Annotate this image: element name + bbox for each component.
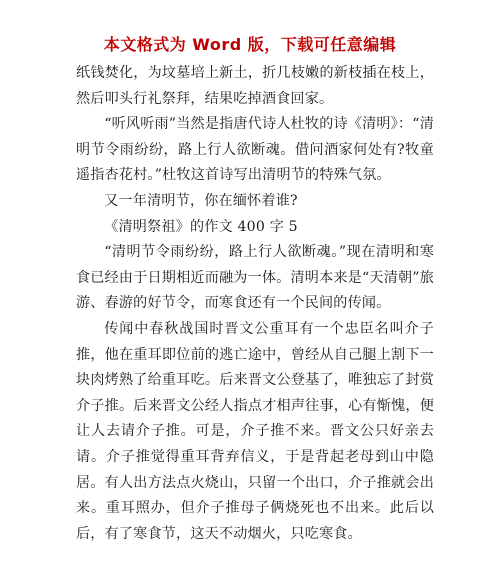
paragraph: “清明节令雨纷纷，路上行人欲断魂。”现在清明和寒食已经由于日期相近而融为一体。清明本来是“天清朝”旅游、春游的好节令，而寒食还有一个民间的传闻。 xyxy=(76,244,434,312)
essay-title: 《清明祭祖》的作文 400 字 5 xyxy=(104,218,298,235)
paragraph: 纸钱焚化，为坟墓培上新土，折几枝嫩的新枝插在枝上，然后叩头行礼祭拜，结果吃掉酒食回家。 xyxy=(76,65,434,107)
paragraph: “听风听雨”当然是指唐代诗人杜牧的诗《清明》：“清明节令雨纷纷，路上行人欲断魂。借问酒家何处有?牧童遥指杏花村。”杜牧这首诗写出清明节的特殊气氛。 xyxy=(76,116,434,184)
document-header: 本文格式为 Word 版，下载可任意编辑 xyxy=(103,35,397,54)
paragraph: 又一年清明节，你在缅怀着谁? xyxy=(104,192,298,209)
document-body xyxy=(76,61,434,547)
paragraph: 传闻中春秋战国时晋文公重耳有一个忠臣名叫介子推，他在重耳即位前的逃亡途中，曾经从自己腿上割下一块肉烤熟了给重耳吃。后来晋文公登基了，唯独忘了封赏介子推。后来晋文公经人指点才相声往事，心有惭愧，便让人去请介子推。可是，介子推不来。晋文公只好亲去请。介子推觉得重耳背弃信义，于是背起老母到山中隐居。有人出方法点火烧山，只留一个出口，介子推就会出来。重耳照办，但介子推母子俩烧死也不出来。此后以后，有了寒食节，这天不动烟火，只吃寒食。 xyxy=(76,320,434,542)
